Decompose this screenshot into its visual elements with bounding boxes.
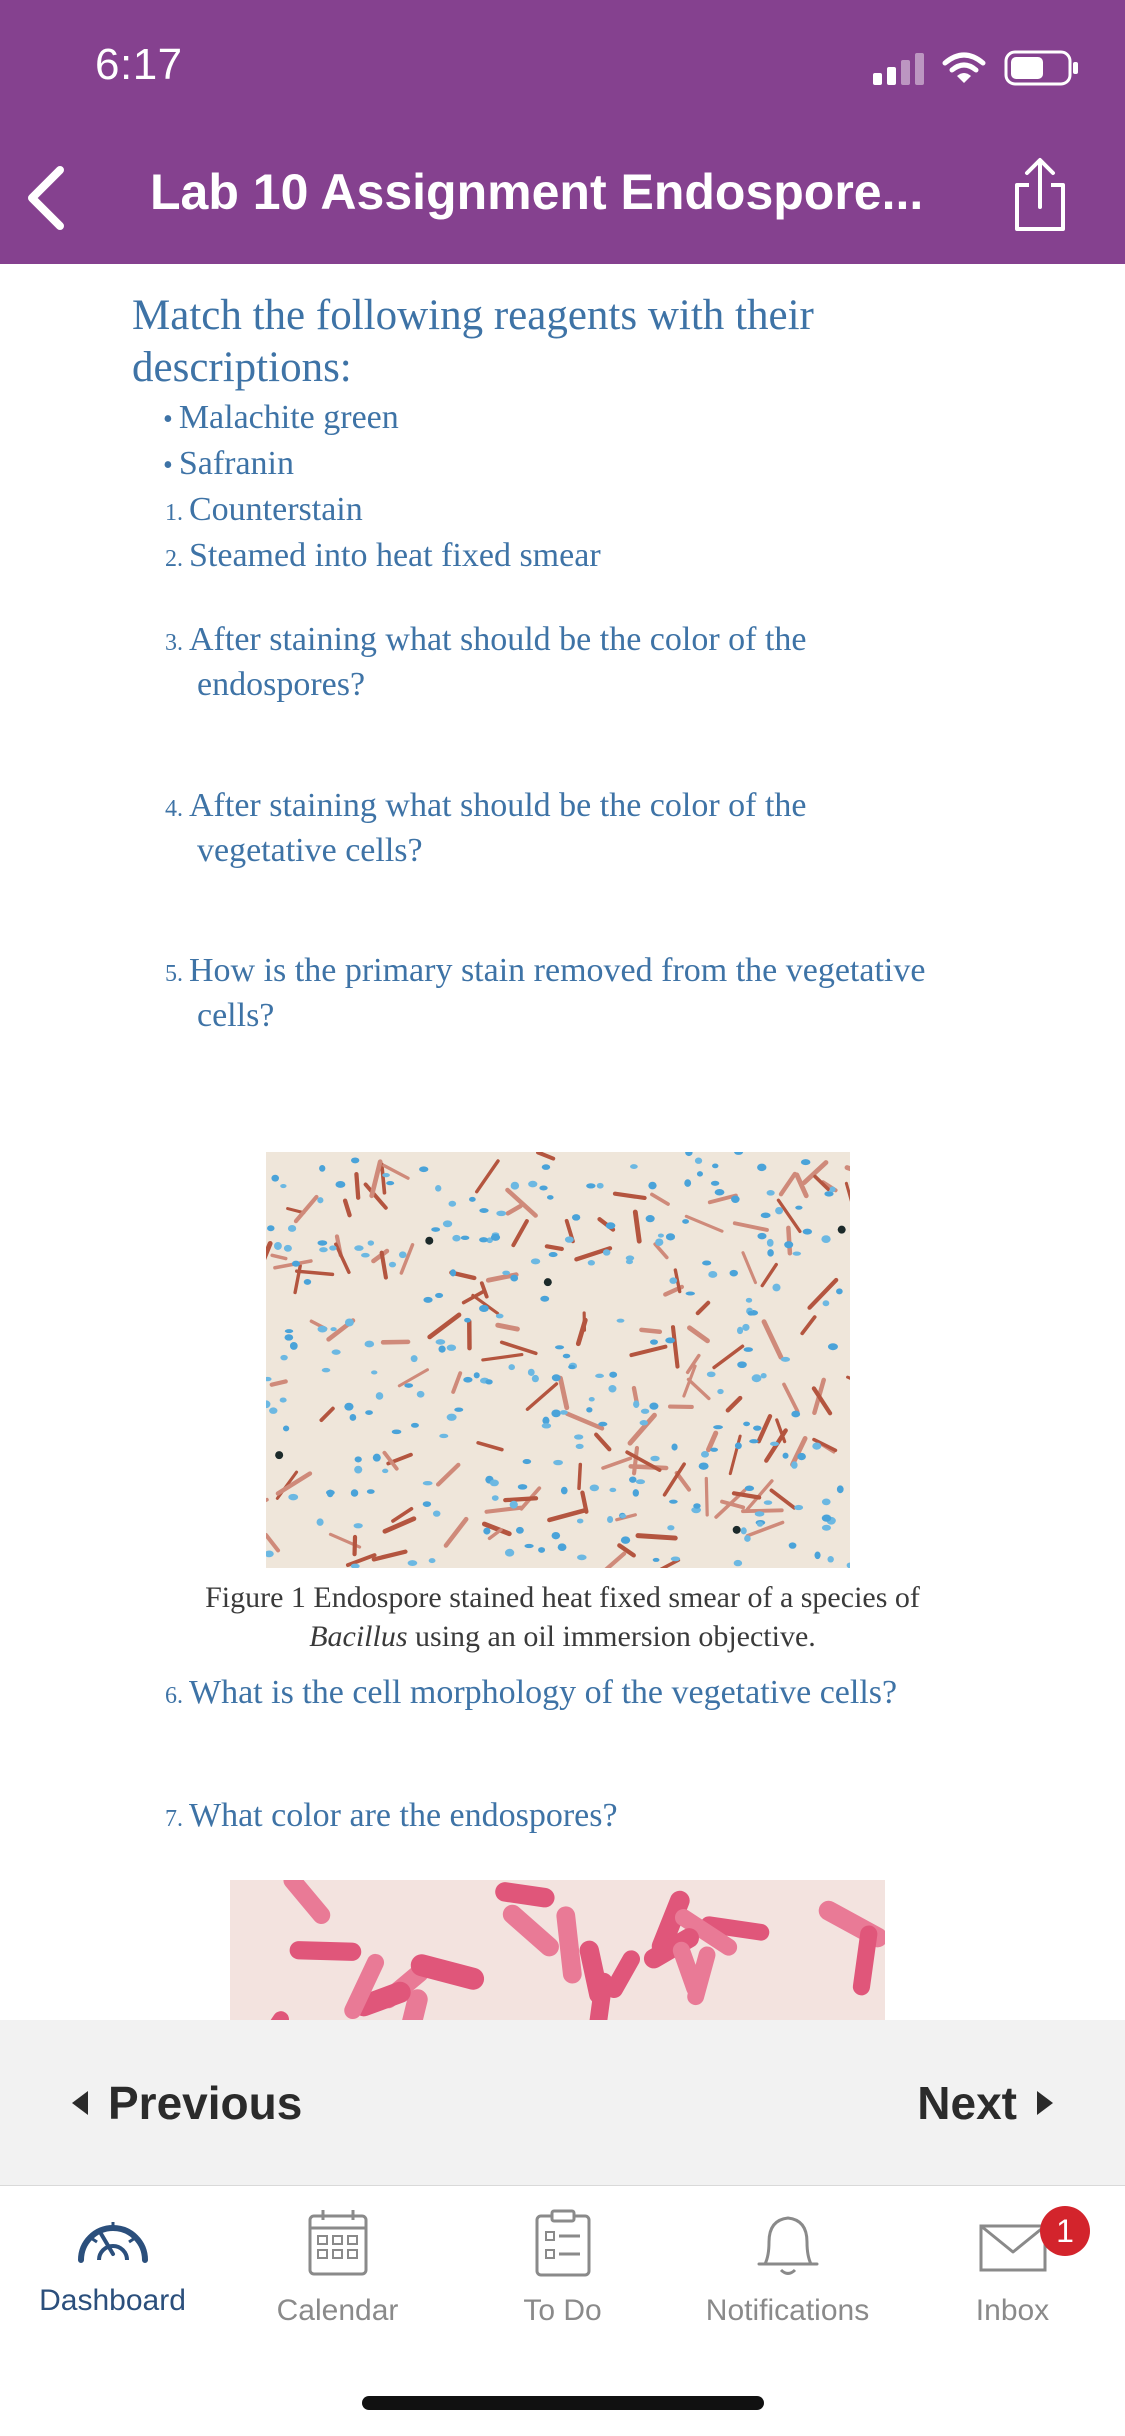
todo-icon (534, 2208, 592, 2278)
previous-label: Previous (108, 2076, 303, 2129)
page-title: Lab 10 Assignment Endospore... (150, 164, 924, 220)
tab-calendar[interactable] (225, 2208, 450, 2348)
item-number: 4. (165, 796, 183, 822)
item-number: 1. (165, 500, 183, 526)
item-number: 7. (165, 1806, 183, 1832)
tab-label: Inbox (975, 2294, 1050, 2327)
next-label: Next (917, 2076, 1017, 2129)
home-indicator (362, 2396, 764, 2410)
dashboard-icon (73, 2208, 153, 2268)
item-number: 5. (165, 961, 183, 987)
back-button[interactable] (18, 158, 78, 238)
share-icon (1005, 155, 1075, 235)
item-text: Steamed into heat fixed smear (189, 537, 601, 574)
list-item (165, 950, 925, 1037)
item-number: 2. (165, 546, 183, 572)
tab-dashboard[interactable] (0, 2208, 225, 2348)
previous-button[interactable] (72, 2020, 302, 2185)
tab-label: Dashboard (39, 2284, 186, 2317)
list-item: • Safranin (163, 445, 294, 482)
caption-genus: Bacillus (309, 1620, 408, 1653)
item-number: 3. (165, 630, 183, 656)
pagination-bar (0, 2020, 1125, 2186)
tab-label: To Do (523, 2294, 602, 2327)
top-bar (0, 0, 1125, 264)
question-heading: Match the following reagents with their descriptions: (132, 292, 814, 391)
tab-todo[interactable] (450, 2208, 675, 2348)
wifi-icon (942, 51, 986, 85)
list-item: • Malachite green (163, 399, 399, 436)
tab-notifications[interactable] (675, 2208, 900, 2348)
tab-label: Calendar (276, 2294, 399, 2327)
next-button[interactable] (917, 2020, 1053, 2185)
status-icons (873, 48, 1080, 88)
list-item (165, 785, 807, 872)
unread-badge: 1 (1040, 2206, 1090, 2256)
calendar-icon (307, 2208, 369, 2278)
item-text: How is the primary stain removed from the vegetative (189, 952, 926, 989)
bullet-text: Malachite green (178, 399, 399, 436)
battery-icon (1004, 50, 1080, 86)
chevron-left-icon (18, 158, 78, 238)
item-text-continued: cells? (197, 997, 275, 1034)
bell-icon (755, 2208, 821, 2278)
list-item (165, 1795, 618, 1840)
tab-inbox[interactable] (900, 2208, 1125, 2348)
item-text: What is the cell morphology of the vegetative cells? (189, 1674, 898, 1711)
list-item (165, 1672, 897, 1717)
item-text-continued: vegetative cells? (197, 832, 423, 869)
list-item (165, 489, 363, 534)
mail-icon (978, 2208, 1048, 2278)
list-item (165, 619, 807, 706)
item-text-continued: endospores? (197, 666, 366, 703)
item-text: Counterstain (189, 491, 363, 528)
item-number: 6. (165, 1683, 183, 1709)
status-time: 6:17 (95, 40, 183, 89)
vegetative-cells-micrograph (230, 1880, 885, 2020)
item-text: After staining what should be the color of the (189, 621, 807, 658)
tab-label: Notifications (705, 2294, 870, 2327)
figure-caption (150, 1578, 975, 1656)
endospore-stain-micrograph (266, 1152, 850, 1568)
item-text: After staining what should be the color of the (189, 787, 807, 824)
list-item (165, 535, 601, 580)
caret-right-icon (1037, 2091, 1053, 2115)
item-text: What color are the endospores? (189, 1797, 618, 1834)
caption-line1: Figure 1 Endospore stained heat fixed smear of a species of (205, 1581, 920, 1614)
cellular-signal-icon (873, 51, 924, 85)
share-button[interactable] (1005, 155, 1075, 235)
caption-line2: using an oil immersion objective. (407, 1620, 816, 1653)
assignment-content[interactable] (0, 264, 1125, 2020)
bullet-text: Safranin (178, 445, 294, 482)
caret-left-icon (72, 2091, 88, 2115)
